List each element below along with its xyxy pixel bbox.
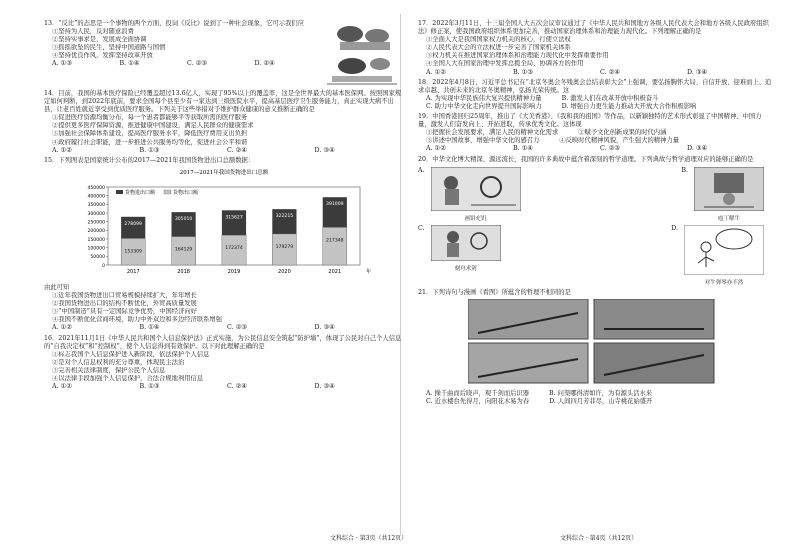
question-18	[418, 79, 774, 111]
q15-opt-2: ②我国货物进出口的结构不断优化，外贸高质量发展	[52, 300, 197, 308]
y-tick-label: 0	[102, 263, 105, 269]
q16-opt-2: ②是对个人信息权利的充分尊重，体现民主法治	[52, 358, 185, 366]
q20-option-d	[671, 225, 764, 287]
q21-opt-c: C. 近水楼台先得月，向阳花木易为春	[426, 398, 530, 406]
y-tick-label: 300000	[87, 211, 105, 217]
q20-image-a	[431, 167, 521, 211]
right-page	[418, 20, 774, 408]
q20-caption-d: 对牛弹琴亦不然	[704, 279, 744, 286]
q19-opt-1: ①把握社会发展要求，满足人民的精神文化需求	[426, 129, 559, 137]
chart-title: 2017—2021年我国货物进出口总额	[179, 169, 269, 176]
q16-choice-c: C. ②④	[227, 383, 247, 391]
q16-choice-a: A. ①②	[52, 383, 72, 391]
q20-stem: 20．中华文化博大精深、源远流长，我国的许多典故中蕴含着深刻的哲学道理。下列典故与哲学道理对应的能够正确的是	[418, 155, 754, 163]
legend-label-total: 货物进出口额	[125, 189, 156, 196]
q16-stem: 16．2021年11月1日《中华人民共和国个人信息保护法》正式实施，为公民信息安全筑起“防护墙”，体现了公民对自己个人信息的“自我决定权”和“控制权”，使个人信息得到有效保护。以下对此理解正确的是	[44, 334, 402, 350]
q19-row-2	[418, 137, 774, 145]
q17-opt-3: ③权力机关在推进国家治理体系和治理能力现代化中发挥重要作用	[426, 52, 609, 60]
x-axis-unit: 年	[366, 268, 372, 275]
question-13	[44, 20, 402, 88]
q18-opt-b: B. 激发人们在改革开放中积极奋斗	[561, 94, 659, 102]
q19-stem: 19．中国香港回归25周年，推出了《大美香港》、《我和我的祖国》等作品，以新颖独特的艺术形式彰显了中国精神、中国力量，激发人们奋发向上、开拓进取，传承优秀文化。这体现	[418, 113, 762, 129]
q16-choice-d: D. ③④	[314, 383, 335, 391]
y-tick-label: 50000	[90, 254, 105, 260]
data-label-export-2018: 164129	[174, 247, 193, 253]
q16-opt-3: ③完善相关法律制度，保护公民个人信息	[52, 366, 166, 374]
q19-choice-c: C. ②③	[600, 145, 620, 153]
q15-choice-b: B. ①④	[139, 324, 160, 332]
q21-row-2	[418, 398, 774, 406]
question-14	[44, 90, 402, 155]
q16-choices	[44, 383, 402, 391]
q15-choice-d: D. ③④	[314, 324, 335, 332]
trade-bar-chart	[74, 167, 374, 279]
q13-opt-2: ②坚持实事求是，发展成全面协调	[52, 36, 147, 44]
q14-choice-b: B. ①③	[139, 146, 160, 154]
question-15	[44, 157, 402, 333]
q18-row-1	[418, 95, 774, 103]
question-21	[418, 289, 774, 406]
q16-opt-4: ④以法律手段加强个人信息保护，合法合规地利用信息	[52, 374, 204, 382]
q21-opt-d: D. 人间四月芳菲尽，山寺桃花始盛开	[549, 398, 653, 406]
question-17	[418, 20, 774, 77]
x-tick-label-2020: 2020	[278, 268, 291, 275]
y-tick-label: 450000	[87, 185, 105, 191]
q17-choice-b: B. ①③	[513, 68, 533, 76]
x-tick-label-2019: 2019	[227, 268, 241, 275]
q20-image-c	[431, 225, 501, 261]
q18-stem: 18．2022年4月8日，习近平总书记在“北京冬奥会冬残奥会总结表彰大会”上强调，要弘扬胸怀大局、自信开放、迎难而上、追求卓越、共创未来的北京冬奥精神，弘扬光荣传统。这	[418, 78, 772, 94]
q15-opt-4: ④我国不断优化营商环境，助力中外双边和多边经济联系增强	[52, 316, 223, 324]
legend-swatch-total	[116, 190, 123, 194]
q21-opt-b: B. 问渠哪得清如许，为有源头活水来	[549, 390, 653, 398]
q14-opt-1: ①促进医疗资源均衡分布，每一个患者都能够平等获取所需的医疗服务	[52, 114, 248, 122]
q18-opt-a: A. 为实现中华民族伟大复兴提供精神力量	[426, 94, 542, 102]
q20-option-a	[418, 167, 521, 223]
right-page-footer: 文科综合 · 第4页（共12页）	[560, 535, 638, 542]
q20-letter-b: B.	[681, 166, 688, 174]
q13-opt-1: ①坚持为人民，反对随意浪费	[52, 28, 134, 36]
q15-opt-1: ①近年我国货物进出口贸易规模持续扩大，年年增长	[52, 292, 197, 300]
legend-swatch-export	[164, 190, 171, 194]
data-label-export-2019: 172374	[225, 245, 243, 251]
x-tick-label-2021: 2021	[328, 268, 342, 275]
q14-opt-2: ②提供更多医疗保障资源，推进健康中国建设，满足人民群众的健康需求	[52, 122, 254, 130]
q17-stem: 17．2022年3月11日，十三届全国人大五次会议审议通过了《中华人民共和国地方各级人民代表大会和地方各级人民政府组织法》修正案，使我国政府组织体系更加完善，推动国家治理体系和治理能力现代化。下列理解正确的是	[418, 20, 769, 36]
question-19	[418, 113, 774, 153]
trade-chart-container	[74, 167, 402, 282]
q20-option-b	[681, 167, 764, 223]
q20-letter-d: D.	[671, 224, 678, 232]
x-tick-label-2017: 2017	[126, 268, 140, 275]
q19-opt-4: ④反映时代精神风貌，产生强大的精神力量	[559, 137, 679, 145]
data-label-total-2018: 305010	[174, 216, 193, 222]
q18-row-2	[418, 103, 774, 111]
q20-option-c	[418, 225, 501, 287]
q14-choice-a: A. ①②	[52, 146, 72, 154]
q19-choices	[418, 145, 774, 153]
q14-opt-3: ③加强社会保障体系建设，提高医疗服务水平，降低医疗费用支出负担	[52, 130, 248, 138]
q17-choices	[418, 69, 774, 77]
q19-opt-3: ③讲述中国故事，增强中华文化的感召力	[426, 137, 540, 145]
q17-choice-d: D. ③④	[687, 68, 708, 76]
y-tick-label: 250000	[87, 220, 105, 226]
q13-choice-b: B. ①④	[119, 60, 140, 68]
q13-choice-c: C. ②③	[187, 60, 207, 68]
data-label-total-2019: 315627	[225, 215, 243, 221]
q20-caption-b: 庖丁解牛	[717, 215, 740, 222]
q15-choice-a: A. ①②	[52, 324, 72, 332]
q19-choice-b: B. ①④	[513, 145, 533, 153]
q20-caption-a: 画饼充饥	[464, 215, 487, 222]
data-label-export-2017: 153309	[124, 249, 142, 255]
left-page-footer: 文科综合 · 第3页（共12页）	[330, 535, 408, 542]
q17-opt-4: ④全国人大在国家治理中发挥总揽全局、协调各方的作用	[426, 60, 584, 68]
q17-choice-a: A. ①②	[426, 68, 446, 76]
q16-opt-1: ①标志我国个人信息保护进入新阶段，依法保护个人信息	[52, 350, 210, 358]
y-tick-label: 200000	[87, 228, 105, 234]
q19-choice-a: A. ①②	[426, 145, 446, 153]
q19-opt-2: ②赋予文化创新成果的时代内涵	[578, 129, 667, 137]
y-tick-label: 100000	[87, 246, 105, 252]
q15-choices	[44, 324, 402, 332]
q13-opt-3: ③摇摇欲坠的民生，坚持中国道路与国情	[52, 44, 166, 52]
q17-choice-c: C. ②④	[600, 68, 620, 76]
bar-export-2021	[323, 227, 347, 265]
q15-outro: 由此可知	[44, 283, 70, 291]
q14-opt-4: ④政府履行社会职能，进一步推进公共服务均等化，促进社会公平和谐	[52, 138, 248, 146]
q19-choice-d: D. ③④	[687, 145, 708, 153]
q20-image-b	[694, 167, 764, 211]
q21-comic-strip	[468, 299, 718, 385]
y-tick-label: 400000	[87, 194, 105, 200]
q16-choice-b: B. ①③	[139, 383, 160, 391]
q13-choices	[44, 60, 322, 68]
question-20	[418, 156, 774, 287]
q21-opt-a: A. 操千曲而后晓声，观千剑而后识器	[426, 390, 530, 398]
q14-choice-d: D. ③④	[314, 146, 335, 154]
q20-caption-c: 刻舟求剑	[454, 265, 477, 272]
y-tick-label: 350000	[87, 202, 105, 208]
q13-choice-a: A. ①③	[52, 60, 72, 68]
q13-choice-d: D. ②④	[254, 60, 275, 68]
q18-opt-d: D. 增强自力更生能力推动大开放大合作积极影响	[561, 102, 697, 110]
q14-choices	[44, 147, 402, 155]
q20-image-d	[684, 225, 764, 275]
x-tick-label-2018: 2018	[177, 268, 190, 275]
data-label-total-2020: 322215	[275, 213, 294, 219]
q15-choice-c: C. ②③	[227, 324, 247, 332]
question-16	[44, 335, 402, 392]
q21-stem: 21．下列诗句与漫画《看图》所蕴含的哲理不相同的是	[418, 288, 571, 296]
q20-letter-a: A.	[418, 166, 425, 174]
q13-opt-4: ④坚持优良作风，发挥坚持改革开放	[52, 52, 153, 60]
q17-opt-1: ①全面人大是我国国家权力机关的核心，行使立法权	[426, 36, 571, 44]
data-label-total-2021: 391009	[326, 202, 344, 208]
data-label-export-2021: 217348	[326, 238, 344, 244]
q15-opt-3: ③“中国制造”具有一定国际竞争优势，中国经济向好	[52, 308, 197, 316]
y-tick-label: 150000	[87, 237, 105, 243]
q14-choice-c: C. ②④	[227, 146, 247, 154]
legend-label-export: 货物出口额	[173, 189, 199, 196]
q13-stem: 13．“反比”的态思是一个事物的两个方面，投词《反比》说到了一种社会现象，它可示我们应	[44, 20, 305, 27]
q13-cartoon-illustration	[322, 20, 402, 88]
q20-letter-c: C.	[418, 224, 425, 232]
data-label-total-2017: 278099	[124, 221, 142, 227]
q14-stem: 14．目前，我国的基本医疗保险已经覆盖超过13.6亿人，实现了95%以上的覆盖率，这是全世界最大的基本医保网。按照国家规定如何判断，到2022年底前，要求全国每个县至少有一家达到三级医院水平，提高基层医疗卫生服务能力，真正实现大病不出县，让老百姓就近享受到优质医疗服务。下列关于这些举措对于维护群众健康的意义推断正确的是	[44, 90, 402, 114]
q15-stem: 15．下列图表是国家统计公布的2017—2021年我国货物进出口总额数据：	[44, 156, 255, 164]
q18-opt-c: C. 助力中华文化走向世界提升国际影响力	[426, 102, 542, 110]
q17-opt-2: ②人民代表大会的立法权进一步完善了国家机关体系	[426, 44, 571, 52]
left-page	[44, 20, 402, 393]
data-label-export-2020: 179279	[275, 244, 294, 250]
